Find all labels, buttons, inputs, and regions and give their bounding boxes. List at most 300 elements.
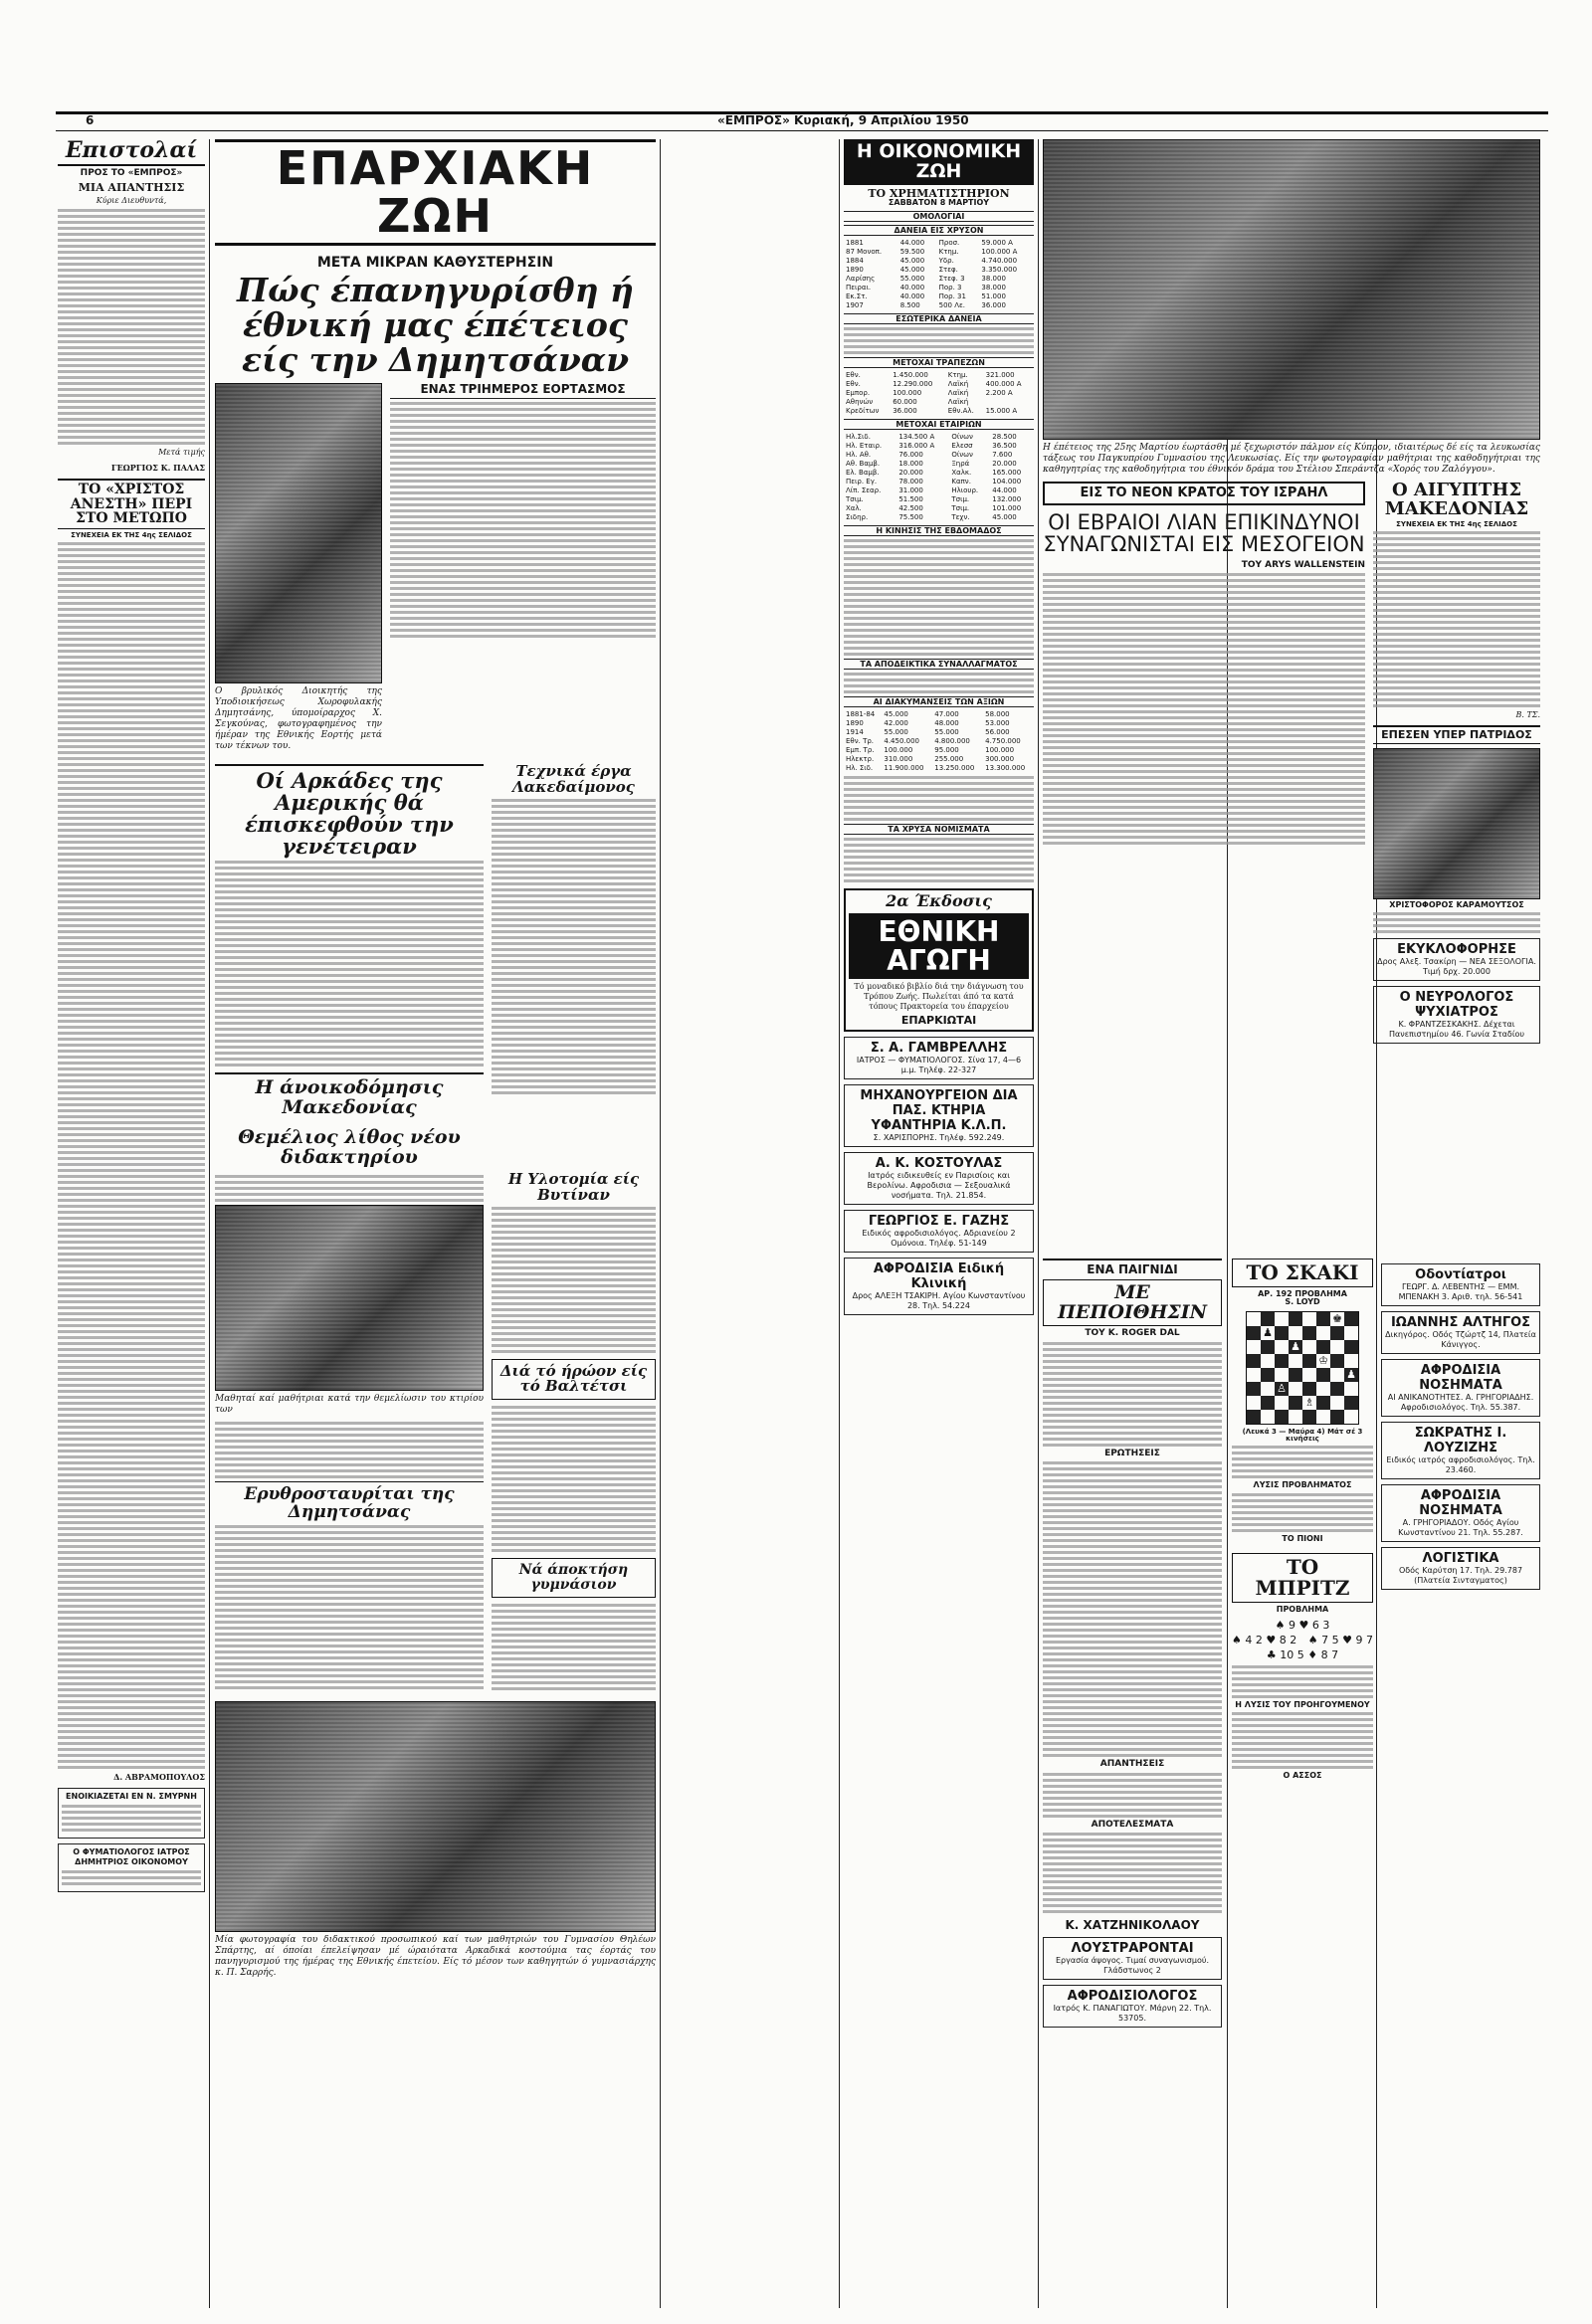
table-row — [844, 719, 1034, 728]
market-title: Η ΚΙΝΗΣΙΣ ΤΗΣ ΕΒΔΟΜΑΔΟΣ — [844, 525, 1034, 536]
book-ad — [844, 888, 1034, 1032]
chess-solution-title: ΛΥΣΙΣ ΠΡΟΒΛΗΜΑΤΟΣ — [1253, 1480, 1352, 1490]
table-cell: 1881 — [846, 238, 864, 247]
table-cell: 4.450.000 — [884, 736, 919, 745]
game-byline: ΤΟΥ Κ. ROGER DAL — [1085, 1328, 1180, 1339]
chess-square — [1247, 1410, 1261, 1424]
chess-square — [1247, 1312, 1261, 1326]
classified-ad — [844, 1258, 1034, 1315]
classified-ad-text: ΑΙ ΑΝΙΚΑΝΟΤΗΤΕΣ. Α. ΓΡΗΓΟΡΙΑΔΗΣ. Αφροδισιολόγος. Τηλ. 55.387. — [1387, 1393, 1534, 1412]
classified-ad — [1381, 1311, 1540, 1354]
classified-ad-text: ΙΑΤΡΟΣ — ΦΥΜΑΤΙΟΛΟΓΟΣ. Σίνα 17, 4—6 μ.μ. Τηλέφ. 22-327 — [856, 1055, 1022, 1074]
classified-ad — [1381, 1547, 1540, 1590]
table-row — [844, 284, 1034, 292]
classified-ad-text: Σ. ΧΑΡΙΣΠΟΡΗΣ. Τηλέφ. 592.249. — [873, 1132, 1005, 1142]
chess-bridge-column — [1232, 1259, 1373, 2303]
classified-ad — [1381, 1484, 1540, 1542]
main-headline: Πώς έπανηγυρίσθη ή έθνική μας έπέτειος είς την Δημητσάναν — [236, 271, 635, 379]
letters-heading: ΜΙΑ ΑΠΑΝΤΗΣΙΣ — [78, 180, 185, 194]
right-ads-top — [1373, 938, 1540, 1044]
table-cell: 310.000 — [884, 754, 913, 763]
table-cell: 95.000 — [934, 745, 959, 754]
classified-ad — [1043, 1937, 1222, 1980]
table-cell: Ξηρά — [951, 459, 970, 468]
results-title: ΑΠΟΤΕΛΕΣΜΑΤΑ — [1091, 1819, 1174, 1830]
columnist-name: Κ. ΧΑΤΖΗΝΙΚΟΛΑΟΥ — [1065, 1918, 1200, 1933]
questions-title: ΕΡΩΤΗΣΕΙΣ — [1104, 1448, 1160, 1458]
classified-ad-text: Ειδικός αφροδισιολόγος. Αδριανείου 2 Ομόνοια. Τηλέφ. 51-149 — [862, 1228, 1016, 1248]
chess-square — [1344, 1354, 1358, 1368]
table-cell: Εκ.Στ. — [846, 291, 868, 300]
classified-ad-title: ΓΕΩΡΓΙΟΣ Ε. ΓΑΖΗΣ — [868, 1213, 1010, 1229]
letter-signature: ΓΕΩΡΓΙΟΣ Κ. ΠΑΛΑΣ — [110, 463, 205, 474]
table-cell: Ηλ.Σιδ. — [846, 432, 871, 441]
column-rule — [660, 139, 661, 2308]
column-rule — [1038, 139, 1039, 2308]
table-cell: 48.000 — [934, 718, 959, 727]
book-ad-price: ΕΠΑΡΚΙΩΤΑΙ — [900, 1014, 977, 1028]
chess-square — [1316, 1340, 1330, 1354]
table-cell: 78.000 — [898, 477, 923, 485]
table-cell: Τσιμ. — [846, 494, 864, 503]
chess-square — [1302, 1382, 1316, 1396]
heroes-article-body — [492, 1406, 656, 1552]
table-row — [844, 407, 1034, 416]
table-cell: 321.000 — [985, 370, 1015, 379]
chess-square — [1261, 1340, 1275, 1354]
bank-shares-table — [844, 371, 1034, 416]
fallen-title: ΕΠΕΣΕΝ ΥΠΕΡ ΠΑΤΡΙΔΟΣ — [1373, 725, 1540, 744]
chess-square — [1261, 1396, 1275, 1410]
classified-ad-title: Σ. Α. ΓΑΜΒΡΕΛΛΗΣ — [870, 1040, 1008, 1056]
students-photo-caption: Μία φωτογραφία του διδακτικού προσωπικού καί των μαθητριών του Γυμνασίου Θηλέων Σπάρτης, αί όποίαι έπελείψησαν μέ ώραιότατα Αρκαδικά κοστούμια τας έορτάς του πανηγυρισμού της ήμέρας της Εθνικής έπετείου. Είς τό μέσον των καθηγητών ό γυμνασιάρχης κ. Π. Σαρρής. — [215, 1934, 656, 1978]
table-cell: 2.200 Α — [985, 388, 1013, 397]
bridge-diagram — [1232, 1618, 1373, 1662]
chess-square — [1344, 1326, 1358, 1340]
chess-square — [1247, 1382, 1261, 1396]
table-cell: 500 Λε. — [938, 300, 965, 309]
letter-body-text — [58, 209, 205, 445]
table-cell: 55.000 — [899, 274, 925, 283]
province-kicker: ΜΕΤΑ ΜΙΚΡΑΝ ΚΑΘΥΣΤΕΡΗΣΙΝ — [316, 254, 554, 271]
butinan-article-body — [492, 1207, 656, 1353]
table-cell: 4.750.000 — [985, 736, 1021, 745]
table-cell: 40.000 — [899, 291, 925, 300]
table-cell: Εμπ. Τρ. — [846, 745, 875, 754]
table-cell: 28.500 — [992, 432, 1017, 441]
table-row — [844, 389, 1034, 398]
table-cell: 134.500 Α — [898, 432, 935, 441]
chess-square — [1330, 1326, 1344, 1340]
table-cell: 3.350.000 — [981, 265, 1018, 274]
table-cell: 316.000 Α — [898, 441, 935, 450]
table-cell: 255.000 — [934, 754, 964, 763]
bridge-east-hand: ♠ 7 5 ♥ 9 7 — [1307, 1633, 1373, 1646]
christ-risen-signature: Δ. ΑΒΡΑΜΟΠΟΥΛΟΣ — [113, 1772, 205, 1783]
table-cell: 15.000 Α — [985, 406, 1018, 415]
chess-square: ♟ — [1344, 1368, 1358, 1382]
classified-ad — [1381, 1422, 1540, 1479]
table-cell: Κρεδίτων — [846, 406, 880, 415]
bridge-title: ΤΟ ΜΠΡΙΤΖ — [1232, 1553, 1373, 1603]
table-cell: 18.000 — [898, 459, 923, 468]
chess-square — [1289, 1382, 1302, 1396]
table-cell: 1907 — [846, 300, 864, 309]
bridge-south-hand: ♣ 10 5 ♦ 8 7 — [1266, 1647, 1339, 1661]
table-cell: 58.000 — [985, 709, 1010, 718]
chess-square — [1344, 1340, 1358, 1354]
market-body — [844, 539, 1034, 656]
table-row — [844, 380, 1034, 389]
classified-ad-text: Ιατρός ειδικευθείς εν Παρισίοις και Βερολίνω. Αφροδισια — Σεξουαλικά νοσήματα. Τηλ. 21.854. — [867, 1170, 1011, 1200]
commander-photo-caption: Ο βρυλικός Διοικητής της Υποδιοικήσεως Χωροφυλακής Δημητσάνης, ύπομοίραρχος Χ. Σεγκούνας, φωτογραφημένος την ήμέραν της Εθνικής Εορτής μετά των τέκνων του. — [215, 686, 382, 752]
school-article-more — [215, 1422, 484, 1478]
table-cell: Πειρ. Εγ. — [846, 477, 878, 485]
egypt-article-body — [1373, 531, 1540, 707]
table-cell: Πειραι. — [846, 283, 872, 291]
classified-ad-text: Δρος ΑΛΕΞΗ ΤΣΑΚΙΡΗ. Αγίου Κωνσταντίνου 28. Τηλ. 54.224 — [852, 1290, 1026, 1310]
table-cell: 12.290.000 — [893, 379, 933, 388]
column-rule — [209, 139, 210, 2308]
table-cell: 1.450.000 — [893, 370, 928, 379]
classified-ad-title: ΛΟΥΣΤΡΑΡΟΝΤΑΙ — [1071, 1940, 1194, 1956]
classified-ad — [844, 1210, 1034, 1253]
doctor-ad-title: Ο ΦΥΜΑΤΙΟΛΟΓΟΣ ΙΑΤΡΟΣ ΔΗΜΗΤΡΙΟΣ ΟΙΚΟΝΟΜΟΥ — [73, 1847, 190, 1867]
classified-ad-text: Ιατρός Κ. ΠΑΝΑΓΙΩΤΟΥ. Μάρνη 22. Τηλ. 53705. — [1053, 2003, 1212, 2023]
fallen-soldier-photo — [1373, 748, 1540, 899]
classified-ad-title: ΣΩΚΡΑΤΗΣ Ι. ΛΟΥΖΙΖΗΣ — [1414, 1426, 1507, 1455]
table-cell: 44.000 — [992, 485, 1017, 494]
table-cell: 100.000 — [884, 745, 913, 754]
doctor-ad — [58, 1843, 205, 1892]
table-row — [844, 239, 1034, 248]
egypt-signature: Β. ΤΣ. — [1515, 710, 1540, 720]
table-cell: 38.000 — [981, 274, 1006, 283]
book-ad-text: Τό μοναδικό βιβλίο διά την διάγνωση του Τρόπου Ζωής. Πωλείται άπό τα κατά τόπους Πρακτορεία του έπαρχείου — [854, 982, 1024, 1012]
classified-ad-text: Δρος Αλεξ. Τσακίρη — ΝΕΑ ΣΕΞΟΛΟΓΙΑ. Τιμή δρχ. 20.000 — [1377, 957, 1536, 977]
table-row — [844, 469, 1034, 478]
chess-square — [1275, 1312, 1289, 1326]
table-row — [844, 275, 1034, 284]
bridge-solution-title: Η ΛΥΣΙΣ ΤΟΥ ΠΡΟΗΓΟΥΜΕΝΟΥ — [1235, 1699, 1370, 1709]
school-ceremony-photo — [215, 1205, 484, 1391]
table-cell: 44.000 — [899, 238, 925, 247]
chess-square — [1247, 1368, 1261, 1382]
table-cell: Εθν. — [846, 370, 861, 379]
table-cell: Στεφ. 3 — [938, 274, 965, 283]
company-shares-table — [844, 433, 1034, 522]
classified-ad-title: ΑΦΡΟΔΙΣΙΑ Ειδική Κλινική — [873, 1260, 1005, 1291]
rent-notice-title: ΕΝΟΙΚΙΑΖΕΤΑΙ ΕΝ Ν. ΣΜΥΡΝΗ — [66, 1792, 197, 1802]
table-cell: Αθ. Βαμβ. — [846, 459, 881, 468]
chess-square — [1344, 1382, 1358, 1396]
table-cell: 1884 — [846, 256, 864, 265]
table-cell: Κτημ. — [938, 247, 959, 256]
table-cell: Λαϊκή — [947, 379, 969, 388]
egypt-headline: Ο ΑΙΓΥΠΤΗΣ ΜΑΚΕΔΟΝΙΑΣ — [1384, 480, 1529, 519]
book-ad-title: ΕΘΝΙΚΗ ΑΓΩΓΗ — [849, 913, 1029, 980]
province-section — [215, 139, 656, 2308]
chess-square — [1247, 1340, 1261, 1354]
butinan-headline: Η Υλοτομία είς Βυτίναν — [507, 1170, 640, 1204]
table-cell: Ελ. Βαμβ. — [846, 468, 880, 477]
gold-loans-table — [844, 239, 1034, 310]
table-cell: 13.250.000 — [934, 763, 975, 772]
exchange-title: ΤΟ ΧΡΗΜΑΤΙΣΤΗΡΙΟΝ — [868, 186, 1010, 200]
transactions-title: ΤΑ ΑΠΟΔΕΙΚΤΙΚΑ ΣΥΝΑΛΛΑΓΜΑΤΟΣ — [844, 659, 1034, 670]
chess-square — [1247, 1354, 1261, 1368]
table-row — [844, 257, 1034, 266]
classified-ad — [1373, 986, 1540, 1044]
right-ads-bottom-left — [1043, 1937, 1222, 2028]
chess-square — [1316, 1410, 1330, 1424]
column-rule — [839, 139, 840, 2308]
table-cell: 45.000 — [899, 265, 925, 274]
shares-values-title: ΑΙ ΔΙΑΚΥΜΑΝΣΕΙΣ ΤΩΝ ΑΞΙΩΝ — [844, 696, 1034, 707]
table-cell: 76.000 — [898, 450, 923, 459]
table-cell: Οίνων — [951, 450, 973, 459]
chess-square: ♟ — [1289, 1340, 1302, 1354]
book-ad-kicker: 2α Έκδοσις — [886, 890, 992, 910]
macedonia-headline: Η άνοικοδόμησις Μακεδονίας — [215, 1072, 484, 1118]
table-cell: 13.300.000 — [985, 763, 1026, 772]
chess-square — [1330, 1410, 1344, 1424]
chess-square — [1275, 1340, 1289, 1354]
chess-square — [1330, 1382, 1344, 1396]
chess-square: ♗ — [1304, 1395, 1314, 1409]
table-row — [844, 746, 1034, 755]
chess-square — [1330, 1354, 1344, 1368]
arcades-article-body — [215, 861, 484, 1066]
table-cell: 100.000 Α — [981, 247, 1018, 256]
table-cell: Εθν.Αλ. — [947, 406, 974, 415]
school-article-body — [215, 1175, 484, 1202]
table-cell: 38.000 — [981, 283, 1006, 291]
bridge-problem: ΠΡΟΒΛΗΜΑ — [1276, 1605, 1329, 1615]
bonds-title: ΟΜΟΛΟΓΙΑΙ — [844, 211, 1034, 222]
gold-loans-title: ΔΑΝΕΙΑ ΕΙΣ ΧΡΥΣΟΝ — [844, 225, 1034, 236]
table-cell: Λαϊκή — [947, 397, 969, 406]
chess-square — [1330, 1368, 1344, 1382]
letter-signature-label: Μετά τιμής — [158, 448, 205, 458]
christ-risen-heading: ΤΟ «ΧΡΙΣΤΟΣ ΑΝΕΣΤΗ» ΠΕΡΙ ΣΤΟ ΜΕΤΩΠΟ — [58, 479, 205, 529]
chess-title: ΤΟ ΣΚΑΚΙ — [1232, 1259, 1373, 1287]
arcades-headline: Οί Αρκάδες της Αμερικής θά έπισκεφθούν την γενέτειραν — [215, 764, 484, 858]
table-cell: Προσ. — [938, 238, 960, 247]
economy-title: Η ΟΙΚΟΝΟΜΙΚΗ ΖΩΗ — [844, 139, 1034, 185]
crafts-article-body — [492, 799, 656, 1094]
classified-ad-text: ΓΕΩΡΓ. Δ. ΛΕΒΕΝΤΗΣ — ΕΜΜ. ΜΠΕΝΑΚΗ 3. Αριθ. τηλ. 56-541 — [1398, 1282, 1523, 1301]
classified-ad — [844, 1152, 1034, 1205]
table-row — [844, 478, 1034, 486]
table-cell: Στεφ. — [938, 265, 958, 274]
chess-square — [1344, 1396, 1358, 1410]
table-cell: 59.000 Α — [981, 238, 1013, 247]
school-headline: Θεμέλιος λίθος νέου διδακτηρίου — [238, 1126, 461, 1169]
table-row — [844, 737, 1034, 746]
game-intro — [1043, 1342, 1222, 1447]
letters-subtitle: ΠΡΟΣ ΤΟ «ΕΜΠΡΟΣ» — [80, 168, 183, 179]
school2-headline: Νά άποκτήση γυμνάσιον — [492, 1558, 656, 1597]
gold-coins-title: ΤΑ ΧΡΥΣΑ ΝΟΜΙΣΜΑΤΑ — [844, 824, 1034, 835]
classified-ad-text: Δικηγόρος. Οδός Τζώρτζ 14, Πλατεία Κάνιγγος. — [1385, 1330, 1536, 1349]
table-row — [844, 398, 1034, 407]
sub-headline: ΕΝΑΣ ΤΡΙΗΜΕΡΟΣ ΕΟΡΤΑΣΜΟΣ — [390, 383, 656, 399]
company-shares-title: ΜΕΤΟΧΑΙ ΕΤΑΙΡΙΩΝ — [844, 419, 1034, 430]
table-row — [844, 371, 1034, 380]
chess-square: ♟ — [1263, 1325, 1273, 1339]
chess-square — [1289, 1326, 1302, 1340]
table-cell: 4.800.000 — [934, 736, 970, 745]
table-cell: 60.000 — [893, 397, 917, 406]
classified-ad-title: Ο ΝΕΥΡΟΛΟΓΟΣ ΨΥΧΙΑΤΡΟΣ — [1399, 990, 1514, 1021]
chess-author: S. LOYD — [1285, 1297, 1320, 1307]
chess-square — [1316, 1326, 1330, 1340]
israel-headline: ΟΙ ΕΒΡΑΙΟΙ ΛΙΑΝ ΕΠΙΚΙΝΔΥΝΟΙ ΣΥΝΑΓΩΝΙΣΤΑΙ ΕΙΣ ΜΕΣΟΓΕΙΟΝ — [1043, 509, 1365, 556]
chess-board — [1246, 1311, 1359, 1425]
questions-body — [1043, 1461, 1222, 1757]
table-row — [844, 728, 1034, 737]
internal-loans-title: ΕΣΩΤΕΡΙΚΑ ΔΑΝΕΙΑ — [844, 313, 1034, 324]
chess-square — [1330, 1396, 1344, 1410]
chess-square — [1289, 1354, 1302, 1368]
replies-title: ΑΠΑΝΤΗΣΕΙΣ — [1099, 1759, 1165, 1770]
christ-risen-body — [58, 542, 205, 1769]
christ-risen-sub: ΣΥΝΕΧΕΙΑ ΕΚ ΤΗΣ 4ης ΣΕΛΙΔΟΣ — [71, 531, 192, 540]
school2-article-body — [492, 1604, 656, 1690]
commander-photo — [215, 383, 382, 683]
table-cell: Τσιμ. — [951, 494, 970, 503]
chess-square — [1247, 1326, 1261, 1340]
israel-kicker: ΕΙΣ ΤΟ ΝΕΟΝ ΚΡΑΤΟΣ ΤΟΥ ΙΣΡΑΗΛ — [1043, 482, 1365, 505]
chess-caption: (Λευκά 3 — Μαύρα 4) Μάτ σέ 3 κινήσεις — [1242, 1427, 1363, 1444]
table-row — [844, 442, 1034, 451]
table-cell: 45.000 — [899, 256, 925, 265]
table-cell: 8.500 — [899, 300, 920, 309]
table-row — [844, 301, 1034, 310]
classified-ad — [844, 1084, 1034, 1147]
table-cell: Οίνων — [951, 432, 973, 441]
classified-ad-title: ΑΦΡΟΔΙΣΙΟΛΟΓΟΣ — [1067, 1988, 1198, 2004]
table-cell: 40.000 — [899, 283, 925, 291]
table-cell: Αθηνών — [846, 397, 874, 406]
chess-square: ♔ — [1318, 1353, 1328, 1367]
page-number: 6 — [86, 113, 95, 127]
table-cell: 55.000 — [934, 727, 959, 736]
table-cell: 42.000 — [884, 718, 908, 727]
classified-ad-title: ΕΚΥΚΛΟΦΟΡΗΣΕ — [1397, 942, 1516, 958]
table-cell: Χαλ. — [846, 503, 862, 512]
table-cell: 300.000 — [985, 754, 1015, 763]
heroes-headline: Διά τό ήρώον είς τό Βαλτέτσι — [492, 1359, 656, 1401]
letters-salutation: Κύριε Διευθυντά, — [96, 196, 167, 206]
classified-ad-title: ΛΟΓΙΣΤΙΚΑ — [1422, 1551, 1499, 1566]
classified-ad-title: ΑΦΡΟΔΙΣΙΑ ΝΟΣΗΜΑΤΑ — [1419, 1488, 1502, 1518]
table-cell: 100.000 — [985, 745, 1015, 754]
classified-ad-title: ΑΦΡΟΔΙΣΙΑ ΝΟΣΗΜΑΤΑ — [1419, 1363, 1502, 1393]
chess-square — [1302, 1340, 1316, 1354]
exchange-date: ΣΑΒΒΑΤΟΝ 8 ΜΑΡΤΙΟΥ — [888, 198, 990, 208]
table-cell: 132.000 — [992, 494, 1022, 503]
chess-square — [1330, 1340, 1344, 1354]
table-cell: Λαϊκή — [947, 388, 969, 397]
classified-ad-text: Εργασία άψογος. Τιμαί συναγωνισμού. Γλάδστωνος 2 — [1055, 1955, 1210, 1975]
chess-square — [1275, 1410, 1289, 1424]
chess-end: ΤΟ ΠΙΟΝΙ — [1282, 1533, 1323, 1543]
chess-square — [1261, 1312, 1275, 1326]
table-cell: 36.000 — [893, 406, 917, 415]
bank-shares-title: ΜΕΤΟΧΑΙ ΤΡΑΠΕΖΩΝ — [844, 357, 1034, 368]
redcross-headline: Ερυθροσταυρίται της Δημητσάνας — [215, 1481, 484, 1522]
table-cell: 55.000 — [884, 727, 908, 736]
classified-ad-text: Ειδικός ιατρός αφροδισιολόγος. Τηλ. 23.460. — [1386, 1455, 1535, 1474]
table-cell: 56.000 — [985, 727, 1010, 736]
chess-square — [1275, 1326, 1289, 1340]
chess-square — [1316, 1382, 1330, 1396]
bridge-end: Ο ΑΣΣΟΣ — [1283, 1771, 1322, 1781]
letters-column — [58, 139, 205, 2308]
table-cell: Τσιμ. — [951, 503, 970, 512]
table-cell: 101.000 — [992, 503, 1022, 512]
egypt-sub: ΣΥΝΕΧΕΙΑ ΕΚ ΤΗΣ 4ης ΣΕΛΙΔΟΣ — [1396, 519, 1517, 528]
chess-square — [1302, 1410, 1316, 1424]
table-cell: 36.500 — [992, 441, 1017, 450]
table-cell: 87 Μονοπ. — [846, 247, 883, 256]
table-cell: 165.000 — [992, 468, 1022, 477]
table-cell: Ηλεκτρ. — [846, 754, 875, 763]
table-row — [844, 248, 1034, 257]
table-cell: 20.000 — [898, 468, 923, 477]
table-cell: 104.000 — [992, 477, 1022, 485]
chess-square — [1261, 1368, 1275, 1382]
table-cell: Πορ. 3 — [938, 283, 962, 291]
chess-square — [1275, 1396, 1289, 1410]
province-section-title: ΕΠΑΡΧΙΑΚΗ ΖΩΗ — [215, 139, 656, 246]
chess-square — [1289, 1368, 1302, 1382]
table-cell: 31.000 — [898, 485, 923, 494]
table-cell: 51.500 — [898, 494, 923, 503]
page-header — [56, 111, 1548, 131]
crafts-headline: Τεχνικά έργα Λακεδαίμονος — [512, 762, 635, 796]
chess-square — [1247, 1396, 1261, 1410]
letters-logo: Επιστολαί — [58, 139, 205, 166]
chess-square — [1344, 1410, 1358, 1424]
table-cell: Λίπ. Σεαρ. — [846, 485, 882, 494]
table-cell: Εθν. Τρ. — [846, 736, 875, 745]
table-row — [844, 460, 1034, 469]
chess-square: ♙ — [1275, 1382, 1289, 1396]
main-article-body — [390, 402, 656, 638]
fallen-name: ΧΡΙΣΤΟΦΟΡΟΣ ΚΑΡΑΜΟΥΤΣΟΣ — [1389, 899, 1524, 909]
table-cell: Εθν. — [846, 379, 861, 388]
rent-notice — [58, 1788, 205, 1839]
table-cell: 1890 — [846, 265, 864, 274]
table-cell: 7.600 — [992, 450, 1013, 459]
cyprus-photo-caption: Η έπέτειος της 25ης Μαρτίου έωρτάσθη μέ ξεχωριστόν πάλμον είς Κύπρον, ιδιαιτέρως δέ είς τα λευκωσίας τάξεως του Παγκυπρίου Γυμνασίου της Λευκωσίας. Είς την φωτογραφίαν μαθήτριαι της καθοδηγήτριαι της καθηγητρίας της καθοδηγήτρια του έθνικόν δράμα του Στέλιου Σπεράντζα «Χορός του Ζαλόγγου». — [1043, 443, 1540, 475]
table-cell: Καπν. — [951, 477, 971, 485]
chess-square — [1316, 1368, 1330, 1382]
table-cell: 400.000 Α — [985, 379, 1022, 388]
bridge-north-hand: ♠ 9 ♥ 6 3 — [1275, 1618, 1330, 1632]
table-cell: 36.000 — [981, 300, 1006, 309]
chess-square — [1302, 1354, 1316, 1368]
table-row — [844, 486, 1034, 495]
table-cell: 42.500 — [898, 503, 923, 512]
values-table — [844, 710, 1034, 773]
classified-ad — [1381, 1263, 1540, 1306]
right-ads-list — [1381, 1263, 1540, 1590]
school-photo-caption: Μαθηταί καί μαθήτριαι κατά την θεμελίωσιν του κτιρίου των — [215, 1394, 484, 1416]
